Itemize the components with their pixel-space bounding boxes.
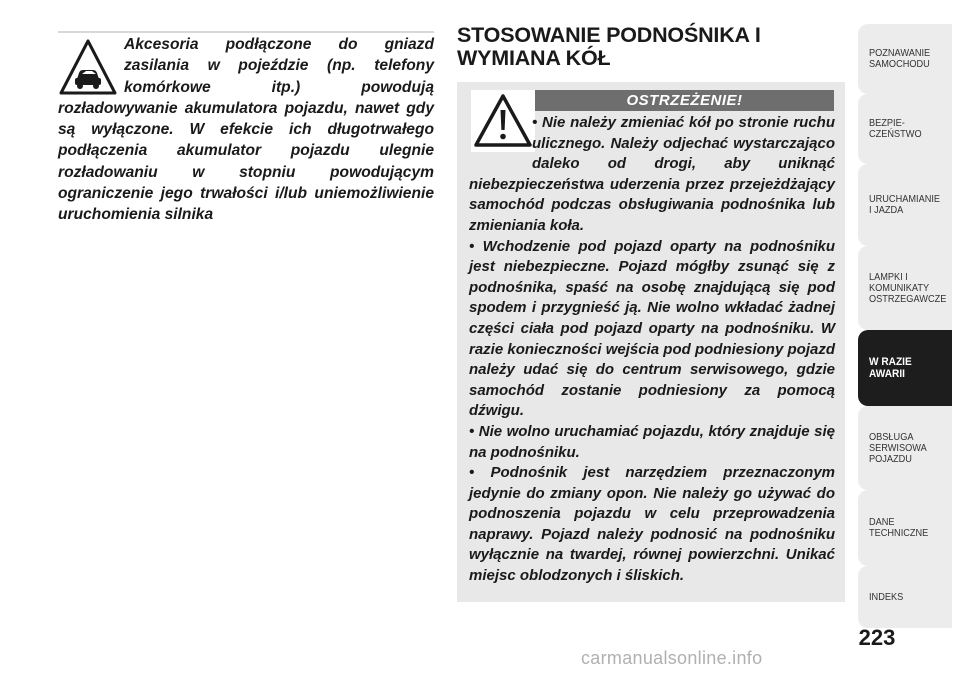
warning-paragraph: • Wchodzenie pod pojazd oparty na podnośniku jest niebezpieczne. Pojazd mógłby zsunąć się z podnośnika, spaść na osobę znajdującą się pod spodem i przygnieść ją. Nie wolno wkładać żadnej części ciała pod pojazd oparty na podnośniku. W razie konieczności wejścia pod podniesiony pojazd należy udać się do centrum serwisowego, gdzie samochód zostanie podniesiony za pomocą dźwigu. (469, 237, 835, 420)
warning-body (469, 113, 835, 587)
car-battery-warning-icon (58, 38, 118, 98)
warning-paragraph: • Podnośnik jest narzędziem przeznaczonym jedynie do zmiany opon. Nie należy go używać do podnoszenia pojazdu w celu przeprowadzenia naprawy. Pojazd należy podnosić na podnośniku wyłącznie na twardej, równej powierzchni. Unikać miejsc oblodzonych i śliskich. (469, 464, 835, 585)
tab-lampki-i-komunikaty[interactable] (858, 246, 952, 330)
warning-box (457, 82, 845, 602)
tab-label: W RAZIE AWARII (869, 356, 912, 380)
tab-label: DANE TECHNICZNE (869, 517, 929, 539)
tab-obsluga-serwisowa[interactable] (858, 406, 952, 490)
page-number: 223 (858, 625, 896, 650)
tab-label: OBSŁUGA SERWISOWA POJAZDU (869, 431, 927, 465)
watermark: carmanualsonline.info (581, 648, 763, 668)
warning-paragraph: • Nie wolno uruchamiać pojazdu, który znajduje się na podnośniku. (469, 422, 835, 461)
battery-note-text: Akcesoria podłączone do gniazd zasilania w pojeździe (np. telefony komórkowe itp.) powodują rozładowywanie akumulatora pojazdu, nawet gdy są wyłączone. W efekcie ich długotrwałego podłączenia akumulator pojazdu ulegnie rozładowaniu w stopniu powodującym ograniczenie jego trwałości i/lub uniemożliwienie uruchomienia silnika (58, 36, 434, 224)
warning-paragraph: • Nie należy zmieniać kół po stronie ruchu ulicznego. Należy odjechać wystarczająco daleko od drogi, aby uniknąć niebezpieczeństwa uderzenia przez przejeżdżający samochód podczas obsługiwania podnośnika lub zmieniania koła. (469, 114, 835, 234)
tab-uruchamianie-i-jazda[interactable] (858, 164, 952, 246)
tab-w-razie-awarii[interactable] (858, 330, 952, 406)
tab-label: URUCHAMIANIE I JAZDA (869, 194, 941, 216)
tab-dane-techniczne[interactable] (858, 490, 952, 566)
tab-bezpieczenstwo[interactable] (858, 94, 952, 164)
tab-label: INDEKS (869, 591, 904, 603)
tab-label: POZNAWANIE SAMOCHODU (869, 48, 931, 70)
tab-label: BEZPIE- CZEŃSTWO (869, 118, 922, 140)
tab-indeks[interactable] (858, 566, 952, 628)
top-divider (58, 31, 434, 33)
tab-poznawanie-samochodu[interactable] (858, 24, 952, 94)
warning-banner: OSTRZEŻENIE! (535, 90, 834, 111)
battery-note (58, 34, 434, 226)
tab-label: LAMPKI I KOMUNIKATY OSTRZEGAWCZE (869, 271, 947, 305)
section-title: STOSOWANIE PODNOŚNIKA I WYMIANA KÓŁ (457, 23, 761, 70)
